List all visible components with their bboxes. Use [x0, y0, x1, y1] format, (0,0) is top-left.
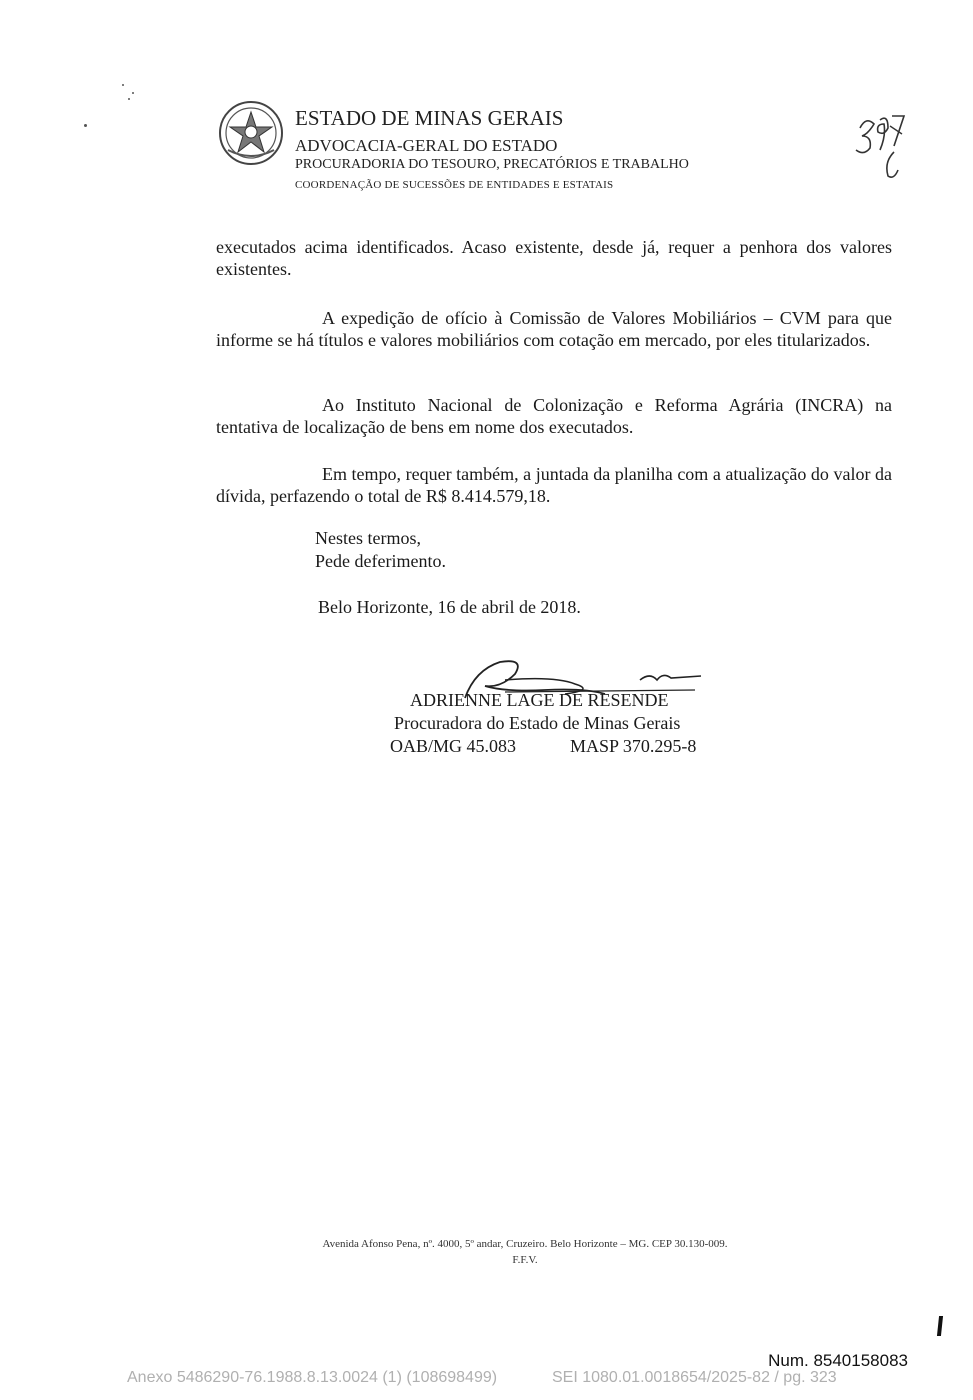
document-number-stamp: Num. 8540158083 [768, 1351, 908, 1370]
footer-initials: F.F.V. [512, 1254, 538, 1266]
handwritten-folio-mark [850, 106, 910, 186]
scan-margin-mark [937, 1316, 943, 1336]
header-state: ESTADO DE MINAS GERAIS [295, 106, 564, 130]
paragraph-cvm [216, 307, 892, 351]
signer-oab: OAB/MG 45.083 [390, 736, 517, 756]
header-agency: ADVOCACIA-GERAL DO ESTADO [295, 136, 558, 155]
paragraph-incra-text: Ao Instituto Nacional de Colonização e Reforma Agrária (INCRA) na tentativa de localização de bens em nome dos executados. [216, 395, 892, 437]
closing-line-1: Nestes termos, [315, 528, 421, 548]
scan-speck [132, 92, 134, 94]
footer-address: Avenida Afonso Pena, nº. 4000, 5º andar, Cruzeiro. Belo Horizonte – MG. CEP 30.130-009. [322, 1238, 728, 1250]
place-and-date: Belo Horizonte, 16 de abril de 2018. [318, 597, 581, 617]
paragraph-penhora: executados acima identificados. Acaso existente, desde já, requer a penhora dos valores existentes. [216, 237, 892, 279]
paragraph-planilha [216, 463, 892, 507]
scan-speck [84, 124, 87, 127]
header-department: PROCURADORIA DO TESOURO, PRECATÓRIOS E TRABALHO [295, 157, 689, 172]
paragraph-cvm-text: A expedição de ofício à Comissão de Valores Mobiliários – CVM para que informe se há títulos e valores mobiliários com cotação em mercado, por eles titularizados. [216, 308, 892, 350]
signer-name: ADRIENNE LAGE DE RESENDE [410, 690, 669, 710]
paragraph-planilha-text: Em tempo, requer também, a juntada da planilha com a atualização do valor da dívida, perfazendo o total de R$ 8.414.579,18. [216, 464, 892, 506]
sei-page-stamp: SEI 1080.01.0018654/2025-82 / pg. 323 [552, 1369, 837, 1386]
signer-masp: MASP 370.295-8 [570, 736, 697, 756]
header-coordination: COORDENAÇÃO DE SUCESSÕES DE ENTIDADES E ESTATAIS [295, 179, 614, 191]
scan-speck [128, 98, 130, 100]
minas-gerais-coat-of-arms-icon [218, 100, 284, 166]
paragraph-incra [216, 394, 892, 438]
annex-stamp: Anexo 5486290-76.1988.8.13.0024 (1) (108698499) [127, 1369, 498, 1386]
signer-role: Procuradora do Estado de Minas Gerais [394, 713, 681, 733]
scan-speck [122, 84, 124, 86]
closing-line-2: Pede deferimento. [315, 551, 446, 571]
